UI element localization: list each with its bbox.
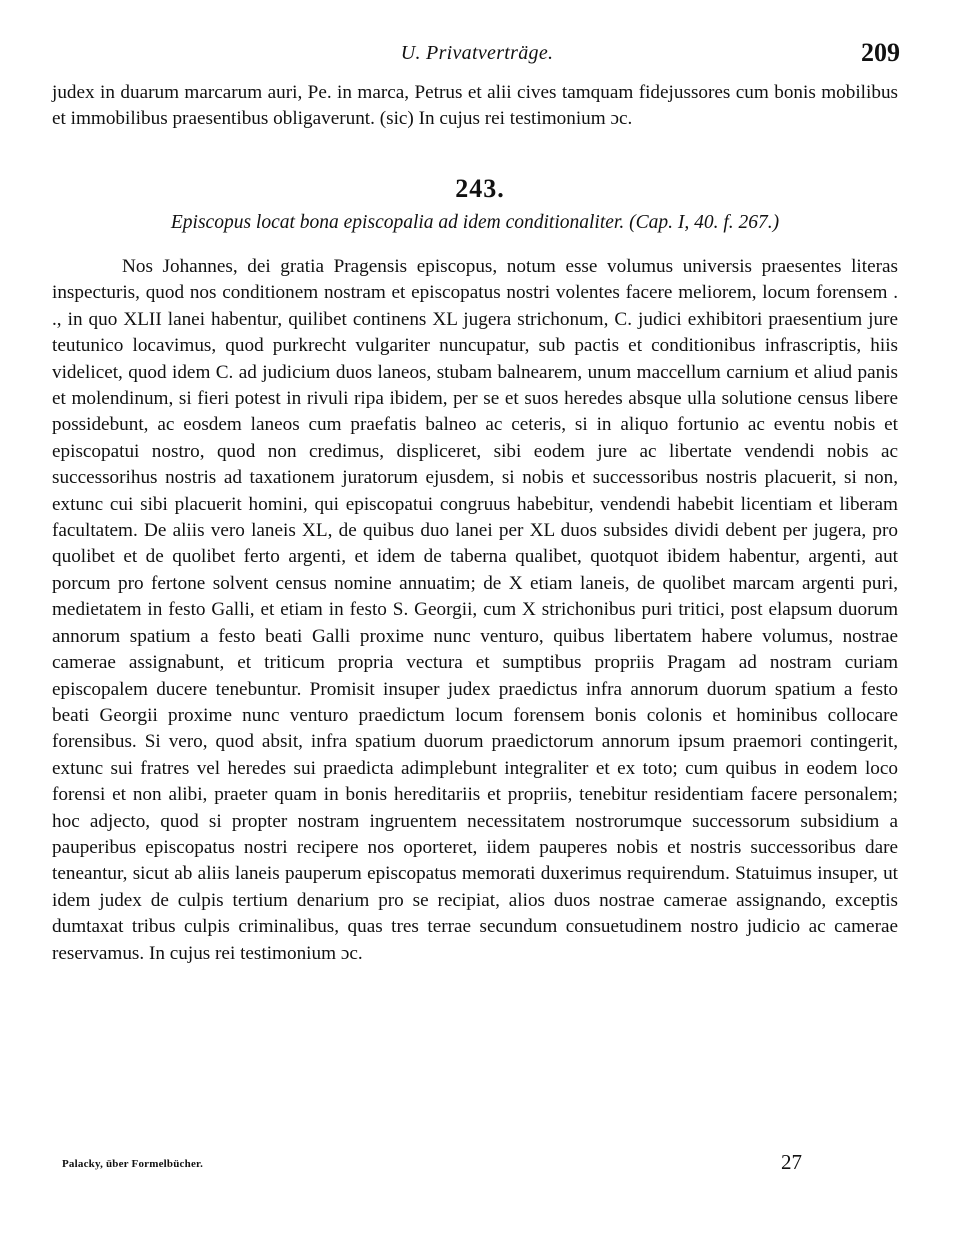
intro-paragraph: judex in duarum marcarum auri, Pe. in marca, Petrus et alii cives tamquam fidejussores cum bonis mobilibus et immobilibus praesentibus obligaverunt. (sic) In cujus rei testimonium ɔc.: [52, 82, 898, 130]
document-body: Nos Johannes, dei gratia Pragensis episcopus, notum esse volumus universis praesentes literas inspecturis, quod nos conditionem nostram et episcopatus nostri volentes facere meliorem, locum forensem . ., in quo XLII lanei habentur, quilibet continens XL jugera strichonum, C. judici exhibitori praesentium jure teutunico locavimus, quod purkrecht vulgariter nuncupatur, sub pactis et conditionibus infrascriptis, hiis videlicet, quod idem C. ad judicium duos laneos, stubam balnearem, unum maccellum carnium et aliud panis et molendinum, si fieri potest in rivuli ripa ibidem, per se et suos heredes absque ulla solutione census libere possidebunt, ac eosdem laneos cum praefatis balneo ac ceteris, si in aliquo fortunio ac eventu nobis et episcopatui nostro, quod non credimus, displiceret, sibi eodem jure ac libertate vendendi nobis ac successorihus nostris ad taxationem juratorum ejusdem, si nobis et successoribus nostris placuerit, si non, extunc cui sibi placuerit homini, qui episcopatui congruus habebitur, vendendi habebit licentiam et liberam facultatem. De aliis vero laneis XL, de quibus duo lanei per XL duos subsides dividi debent per jugera, pro quolibet et de quolibet ferto argenti, et idem de taberna qualibet, quotquot ibidem habentur, argenti, aut porcum pro fertone solvent census nomine annuatim; de X etiam laneis, de quolibet marcam argenti puri, medietatem in festo Galli, et etiam in festo S. Georgii, cum X strichonibus puri tritici, post elapsum duorum annorum spatium a festo beati Galli proxime nunc venturo, quibus libertatem habere volumus, nostrae camerae assignabunt, et triticum propria vectura et sumptibus propriis Pragam ad nostram curiam episcopalem ducere tenebuntur. Promisit insuper judex praedictus infra annorum duorum spatium a festo beati Georgii proxime nunc venturo praedictum locum forensem bonis colonis et hominibus collocare forensibus. Si vero, quod absit, infra spatium duorum praedictorum annorum ipsum praemori contingerit, extunc sui fratres vel heredes sui praedicta adimplebunt integraliter et ex toto; cum quibus in eodem loco forensi et non alibi, praeter quam in bonis hereditariis et propriis, tenebitur residentiam facere personalem; hoc adjecto, quod si propter nostram ingruentem necessitatem nostrorumque successorum subsidium a pauperibus episcopatus nostri recipere nos oporteret, iidem pauperes nobis et nostris successoribus dare teneantur, sicut ab aliis laneis pauperum episcopatus memorati duxerimus requirendum. Statuimus insuper, ut idem judex de culpis tertium denarium pro se recipiat, alios duos nostrae camerae assignando, exceptis dumtaxat tribus culpis criminalibus, quas tres terrae secundum consuetudinem nostro judicio ac camerae reservamus. In cujus rei testimonium ɔc.: [52, 256, 898, 964]
document-heading: Episcopus locat bona episcopalia ad idem conditionaliter. (Cap. I, 40. f. 267.): [170, 212, 780, 233]
running-title: U. Privatverträge.: [400, 42, 554, 64]
footer-signature: Palacky, über Formelbücher.: [62, 1158, 204, 1170]
running-head: [52, 38, 902, 72]
page-footer: [62, 1150, 802, 1180]
footer-sheet-number: 27: [781, 1150, 802, 1174]
page-number: 209: [861, 38, 900, 67]
document-number: 243.: [455, 174, 505, 203]
